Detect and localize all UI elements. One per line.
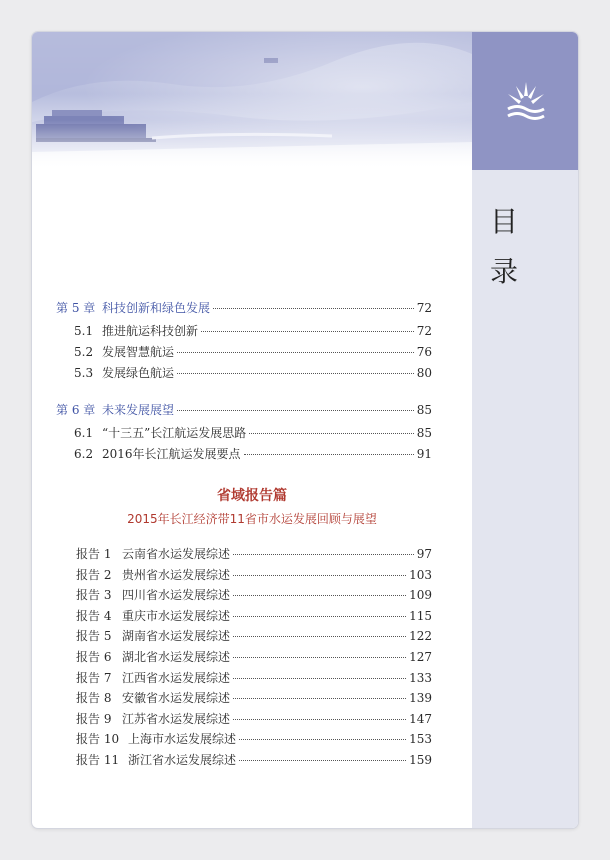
report-number: 报告 11: [76, 753, 120, 767]
toc-report[interactable]: [76, 690, 432, 706]
toc-report[interactable]: [76, 752, 432, 768]
leader-dots: [213, 308, 414, 309]
report-title: 四川省水运发展综述: [122, 588, 231, 602]
page-number: 133: [409, 671, 432, 685]
section-title: 发展绿色航运: [102, 366, 175, 380]
leader-dots: [249, 433, 413, 434]
report-title: 江西省水运发展综述: [122, 671, 231, 685]
toc-section[interactable]: [74, 344, 432, 360]
leader-dots: [233, 657, 406, 658]
chapter-number: 第 6 章: [56, 403, 96, 417]
leader-dots: [239, 760, 406, 761]
toc-chapter-5[interactable]: [56, 300, 432, 316]
leader-dots: [233, 616, 406, 617]
report-number: 报告 10: [76, 732, 120, 746]
report-number: 报告 1: [76, 547, 112, 561]
toc-report[interactable]: [76, 567, 432, 583]
toc-report[interactable]: [76, 587, 432, 603]
section-number: 6.1: [74, 426, 94, 440]
leader-dots: [201, 331, 414, 332]
page-number: 85: [416, 403, 432, 417]
toc-section[interactable]: [74, 323, 432, 339]
page-number: 109: [409, 588, 432, 602]
toc-report[interactable]: [76, 649, 432, 665]
toc-report[interactable]: [76, 711, 432, 727]
part-subtitle: 2015年长江经济带11省市水运发展回顾与展望: [127, 512, 377, 526]
page-number: 147: [409, 712, 432, 726]
report-number: 报告 3: [76, 588, 112, 602]
report-number: 报告 6: [76, 650, 112, 664]
page-number: 76: [416, 345, 432, 359]
part-title: 省域报告篇: [217, 488, 287, 504]
page-number: 91: [416, 447, 432, 461]
chapter-title: 科技创新和绿色发展: [102, 301, 211, 315]
page-number: 85: [416, 426, 432, 440]
page-number: 97: [416, 547, 432, 561]
section-number: 6.2: [74, 447, 94, 461]
leader-dots: [233, 595, 406, 596]
report-title: 云南省水运发展综述: [122, 547, 231, 561]
leader-dots: [233, 554, 414, 555]
page-number: 80: [416, 366, 432, 380]
leader-dots: [233, 678, 406, 679]
page-number: 72: [416, 301, 432, 315]
toc-section[interactable]: [74, 365, 432, 381]
report-number: 报告 9: [76, 712, 112, 726]
leader-dots: [233, 698, 406, 699]
section-number: 5.2: [74, 345, 94, 359]
report-title: 湖南省水运发展综述: [122, 629, 231, 643]
report-title: 上海市水运发展综述: [128, 732, 237, 746]
book-page: [32, 32, 578, 828]
page-number: 72: [416, 324, 432, 338]
chapter-title: 未来发展展望: [102, 403, 175, 417]
leader-dots: [233, 636, 406, 637]
toc-report[interactable]: [76, 628, 432, 644]
leader-dots: [244, 454, 414, 455]
sidebar-header: [472, 32, 578, 170]
toc-report[interactable]: [76, 670, 432, 686]
report-number: 报告 5: [76, 629, 112, 643]
leader-dots: [177, 352, 414, 353]
chapter-number: 第 5 章: [56, 301, 96, 315]
toc-report[interactable]: [76, 546, 432, 562]
leader-dots: [233, 719, 406, 720]
toc-report[interactable]: [76, 608, 432, 624]
sidebar-panel: [472, 32, 578, 828]
page-number: 103: [409, 568, 432, 582]
toc-report[interactable]: [76, 731, 432, 747]
toc-section[interactable]: [74, 446, 432, 462]
leader-dots: [239, 739, 406, 740]
contents-title-char-1: 目: [490, 205, 519, 238]
report-title: 湖北省水运发展综述: [122, 650, 231, 664]
section-number: 5.3: [74, 366, 94, 380]
page-number: 122: [409, 629, 432, 643]
report-title: 浙江省水运发展综述: [128, 753, 237, 767]
page-number: 159: [409, 753, 432, 767]
section-title: 推进航运科技创新: [102, 324, 199, 338]
report-title: 江苏省水运发展综述: [122, 712, 231, 726]
leader-dots: [177, 373, 414, 374]
leader-dots: [177, 410, 414, 411]
page-number: 139: [409, 691, 432, 705]
report-title: 安徽省水运发展综述: [122, 691, 231, 705]
section-number: 5.1: [74, 324, 94, 338]
leader-dots: [233, 575, 406, 576]
table-of-contents: [32, 32, 472, 828]
report-number: 报告 4: [76, 609, 112, 623]
section-title: “十三五”长江航运发展思路: [102, 426, 247, 440]
report-number: 报告 2: [76, 568, 112, 582]
toc-section[interactable]: [74, 425, 432, 441]
page-number: 153: [409, 732, 432, 746]
contents-title-char-2: 录: [490, 255, 519, 288]
report-title: 重庆市水运发展综述: [122, 609, 231, 623]
section-title: 2016年长江航运发展要点: [102, 447, 241, 461]
page-number: 115: [409, 609, 432, 623]
report-number: 报告 8: [76, 691, 112, 705]
publisher-logo-icon: [502, 76, 550, 124]
report-number: 报告 7: [76, 671, 112, 685]
report-title: 贵州省水运发展综述: [122, 568, 231, 582]
page-number: 127: [409, 650, 432, 664]
section-title: 发展智慧航运: [102, 345, 175, 359]
toc-chapter-6[interactable]: [56, 402, 432, 418]
